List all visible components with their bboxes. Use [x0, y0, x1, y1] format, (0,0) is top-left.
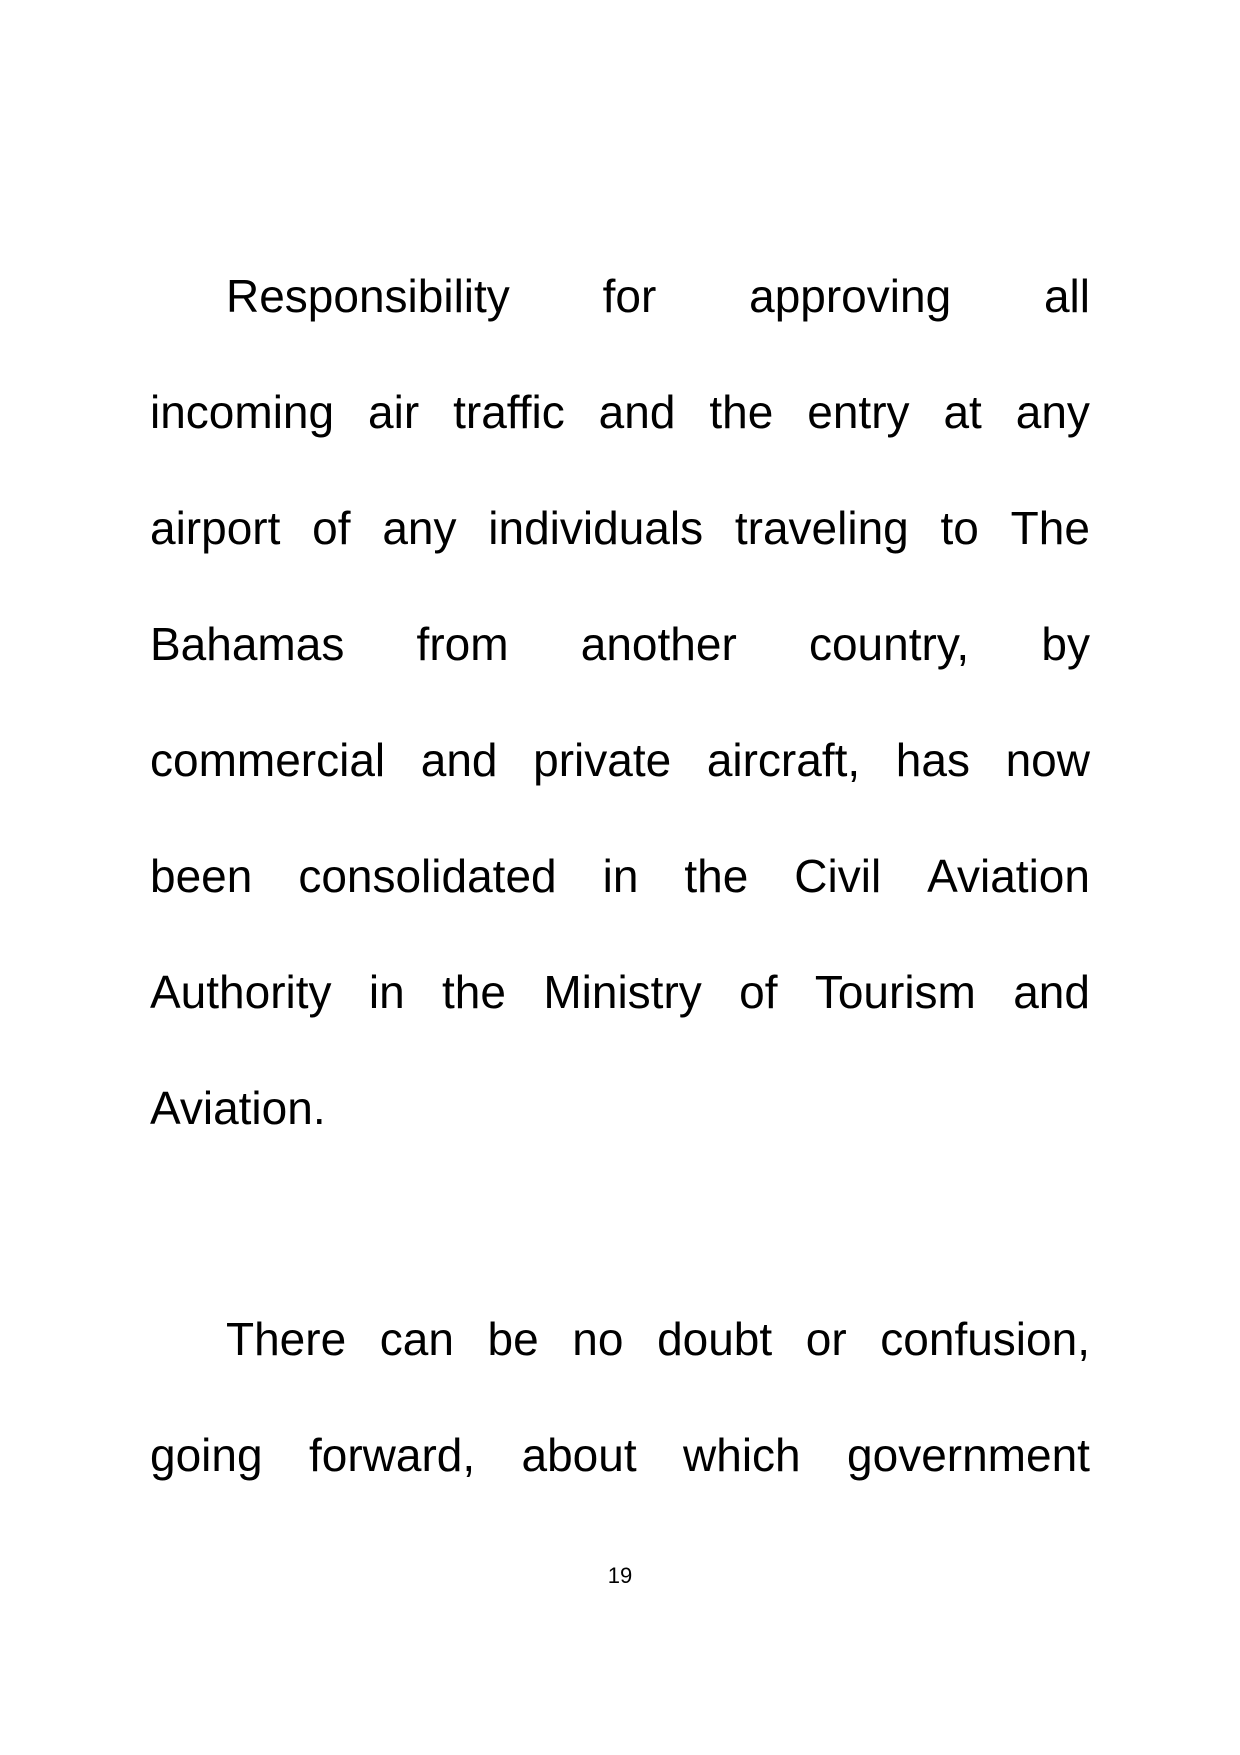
- word: now: [1005, 734, 1090, 786]
- word: individuals: [488, 502, 704, 554]
- word: in: [368, 966, 405, 1018]
- word: of: [739, 966, 778, 1018]
- word: country,: [808, 618, 970, 670]
- word: can: [379, 1313, 454, 1365]
- word: in: [602, 850, 639, 902]
- word: about: [521, 1429, 637, 1481]
- word: private: [533, 734, 672, 786]
- word: the: [442, 966, 506, 1018]
- page-number: 19: [607, 1563, 633, 1588]
- text-line: [150, 354, 1090, 470]
- word: traveling: [734, 502, 909, 554]
- text-line: [150, 1281, 1090, 1397]
- word: of: [312, 502, 351, 554]
- word: and: [598, 386, 676, 438]
- word: Bahamas: [150, 618, 345, 670]
- word: any: [382, 502, 457, 554]
- word: any: [1015, 386, 1090, 438]
- word: and: [420, 734, 498, 786]
- word: another: [580, 618, 737, 670]
- word: government: [847, 1429, 1090, 1481]
- text-line: [150, 818, 1090, 934]
- word: at: [943, 386, 982, 438]
- text-line: [150, 586, 1090, 702]
- text-line: [150, 238, 1090, 354]
- word: which: [683, 1429, 801, 1481]
- word: from: [416, 618, 509, 670]
- word: forward,: [308, 1429, 476, 1481]
- word: approving: [749, 270, 952, 322]
- word: consolidated: [298, 850, 557, 902]
- word: There: [226, 1313, 347, 1365]
- word: has: [895, 734, 970, 786]
- word: be: [487, 1313, 539, 1365]
- word: doubt: [657, 1313, 773, 1365]
- word: commercial: [150, 734, 386, 786]
- word: aircraft,: [706, 734, 861, 786]
- word: to: [940, 502, 979, 554]
- paragraph-2: [150, 1281, 1090, 1513]
- word: Civil: [794, 850, 882, 902]
- word: by: [1041, 618, 1090, 670]
- paragraph-1: [150, 238, 1090, 1166]
- text-line: [150, 470, 1090, 586]
- word: air: [368, 386, 420, 438]
- word: traffic: [453, 386, 565, 438]
- word: for: [602, 270, 657, 322]
- word: The: [1010, 502, 1090, 554]
- word: the: [709, 386, 774, 438]
- word: no: [572, 1313, 624, 1365]
- word: entry: [807, 386, 910, 438]
- word: been: [150, 850, 253, 902]
- word: confusion,: [880, 1313, 1090, 1365]
- word: all: [1043, 270, 1090, 322]
- word: airport: [150, 502, 281, 554]
- word: the: [684, 850, 749, 902]
- word: Ministry: [543, 966, 702, 1018]
- word: going: [150, 1429, 263, 1481]
- word: Responsibility: [226, 270, 510, 322]
- word: incoming: [150, 386, 335, 438]
- text-line: [150, 934, 1090, 1050]
- word: or: [805, 1313, 847, 1365]
- word: and: [1013, 966, 1090, 1018]
- word: Tourism: [814, 966, 976, 1018]
- text-line: [150, 1397, 1090, 1513]
- word: Aviation: [927, 850, 1090, 902]
- text-line: [150, 702, 1090, 818]
- word: Authority: [150, 966, 332, 1018]
- text-line: Aviation.: [150, 1082, 326, 1134]
